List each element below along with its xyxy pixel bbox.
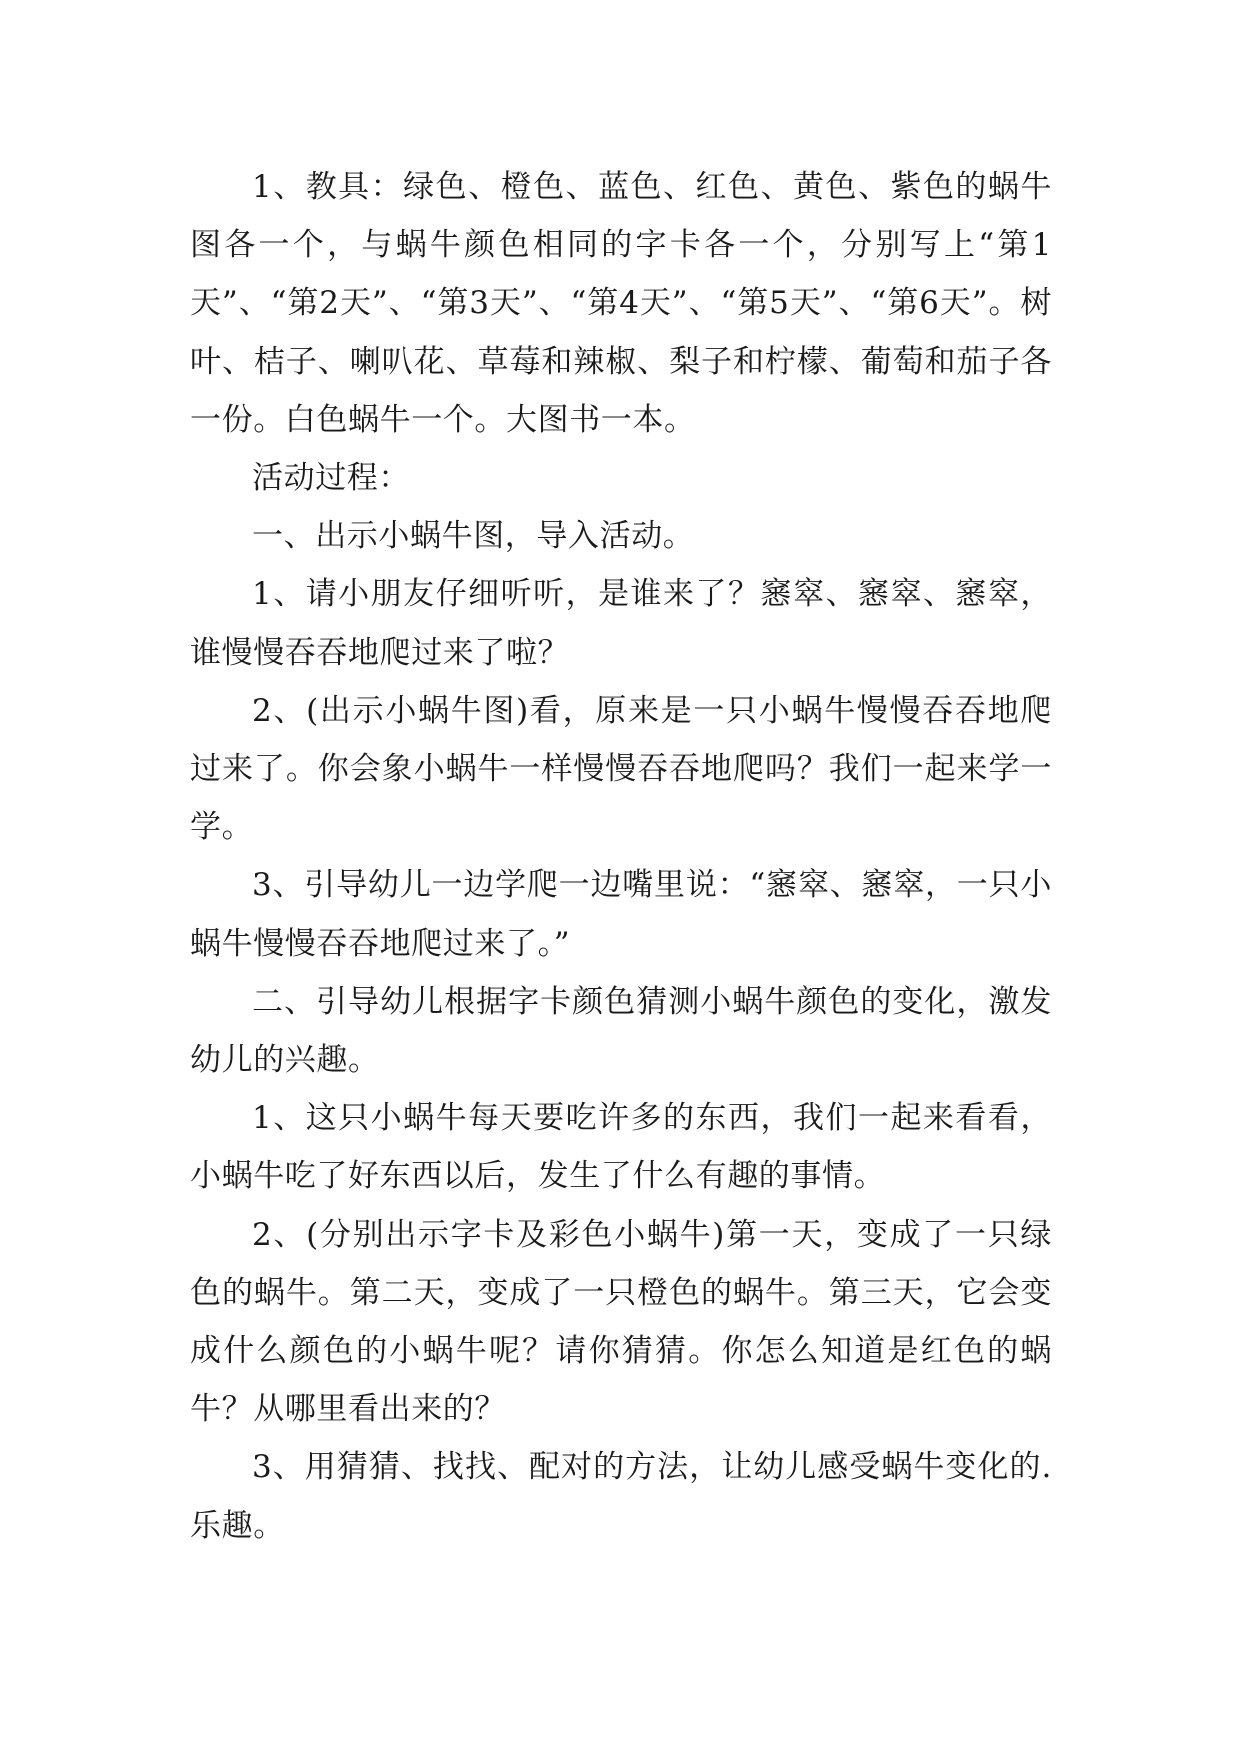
paragraph-section-two-step-1: 1、这只小蜗牛每天要吃许多的东西，我们一起来看看，小蜗牛吃了好东西以后，发生了什么有趣的事情。	[190, 1100, 1052, 1195]
paragraph-section-one-step-3: 3、引导幼儿一边学爬一边嘴里说：“窸窣、窸窣，一只小蜗牛慢慢吞吞地爬过来了。”	[190, 867, 1052, 962]
paragraph-section-two-heading: 二、引导幼儿根据字卡颜色猜测小蜗牛颜色的变化，激发幼儿的兴趣。	[190, 983, 1052, 1079]
paragraph-section-two-step-2: 2、(分别出示字卡及彩色小蜗牛)第一天，变成了一只绿色的蜗牛。第二天，变成了一只橙色的蜗牛。第三天，它会变成什么颜色的小蜗牛呢？请你猜猜。你怎么知道是红色的蜗牛？从哪里看出来的？	[190, 1216, 1052, 1428]
paragraph-section-one-step-2: 2、(出示小蜗牛图)看，原来是一只小蜗牛慢慢吞吞地爬过来了。你会象小蜗牛一样慢慢吞吞地爬吗？我们一起来学一学。	[190, 692, 1052, 846]
paragraph-teaching-aids: 1、教具：绿色、橙色、蓝色、红色、黄色、紫色的蜗牛图各一个，与蜗牛颜色相同的字卡各一个，分别写上“第1天”、“第2天”、“第3天”、“第4天”、“第5天”、“第6天”。树叶、桔子、喇叭花、草莓和辣椒、梨子和柠檬、葡萄和茄子各一份。白色蜗牛一个。大图书一本。	[190, 169, 1052, 438]
paragraph-section-one-step-1: 1、请小朋友仔细听听，是谁来了？窸窣、窸窣、窸窣，谁慢慢吞吞地爬过来了啦？	[190, 576, 1052, 671]
paragraph-activity-process-heading: 活动过程：	[252, 460, 410, 497]
paragraph-section-two-step-3: 3、用猜猜、找找、配对的方法，让幼儿感受蜗牛变化的.乐趣。	[190, 1449, 1052, 1544]
document-body	[190, 158, 1052, 1555]
paragraph-section-one-heading: 一、出示小蜗牛图，导入活动。	[252, 518, 695, 555]
